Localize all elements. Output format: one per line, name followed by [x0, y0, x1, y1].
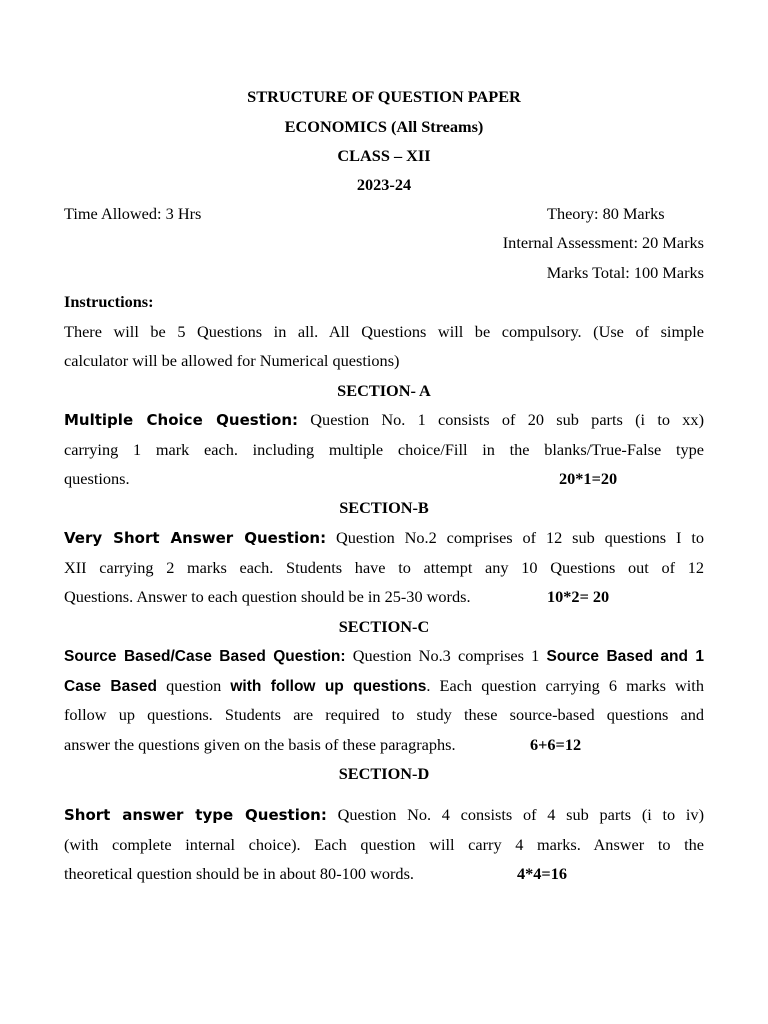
- section-c-line: Case Based question with follow up questions. Each question carrying 6 marks with: [64, 676, 704, 695]
- session-title: 2023-24: [356, 175, 412, 194]
- subject-title: ECONOMICS (All Streams): [284, 117, 484, 136]
- section-c-line: Source Based/Case Based Question: Question No.3 comprises 1 Source Based and 1: [64, 646, 704, 665]
- section-c-label: Source Based/Case Based Question:: [64, 648, 346, 665]
- section-d-heading: SECTION-D: [338, 764, 430, 783]
- section-b-label: Very Short Answer Question:: [64, 529, 327, 547]
- section-c-line: follow up questions. Students are required to study these source-based questions and: [64, 705, 704, 724]
- internal-assessment-marks: Internal Assessment: 20 Marks: [502, 233, 704, 252]
- section-d-label: Short answer type Question:: [64, 806, 327, 824]
- section-c-marks: 6+6=12: [530, 735, 582, 754]
- instructions-line: There will be 5 Questions in all. All Questions will be compulsory. (Use of simple: [64, 322, 704, 341]
- section-d-marks: 4*4=16: [517, 864, 567, 883]
- section-b-line: Questions. Answer to each question should be in 25-30 words.: [64, 587, 471, 606]
- section-a-line: Multiple Choice Question: Question No. 1 consists of 20 sub parts (i to xx): [64, 410, 704, 429]
- section-b-heading: SECTION-B: [339, 498, 429, 517]
- section-c-heading: SECTION-C: [338, 617, 430, 636]
- theory-marks: Theory: 80 Marks: [547, 204, 665, 223]
- section-a-line: questions.: [64, 469, 130, 488]
- instructions-heading: Instructions:: [64, 292, 154, 311]
- section-a-label: Multiple Choice Question:: [64, 411, 299, 429]
- page-title: STRUCTURE OF QUESTION PAPER: [247, 87, 521, 106]
- section-a-marks: 20*1=20: [559, 469, 618, 488]
- section-c-line: answer the questions given on the basis of these paragraphs.: [64, 735, 456, 754]
- class-title: CLASS – XII: [337, 146, 431, 165]
- time-allowed: Time Allowed: 3 Hrs: [64, 204, 202, 223]
- section-d-line: theoretical question should be in about 80-100 words.: [64, 864, 414, 883]
- section-d-line: Short answer type Question: Question No. 4 consists of 4 sub parts (i to iv): [64, 805, 704, 824]
- total-marks: Marks Total: 100 Marks: [546, 263, 704, 282]
- section-b-line: Very Short Answer Question: Question No.2 comprises of 12 sub questions I to: [64, 528, 704, 547]
- section-b-line: XII carrying 2 marks each. Students have to attempt any 10 Questions out of 12: [64, 558, 704, 577]
- section-a-heading: SECTION- A: [337, 381, 431, 400]
- section-b-marks: 10*2= 20: [547, 587, 610, 606]
- section-a-line: carrying 1 mark each. including multiple choice/Fill in the blanks/True-False type: [64, 440, 704, 459]
- instructions-line: calculator will be allowed for Numerical questions): [64, 351, 400, 370]
- section-d-line: (with complete internal choice). Each question will carry 4 marks. Answer to the: [64, 835, 704, 854]
